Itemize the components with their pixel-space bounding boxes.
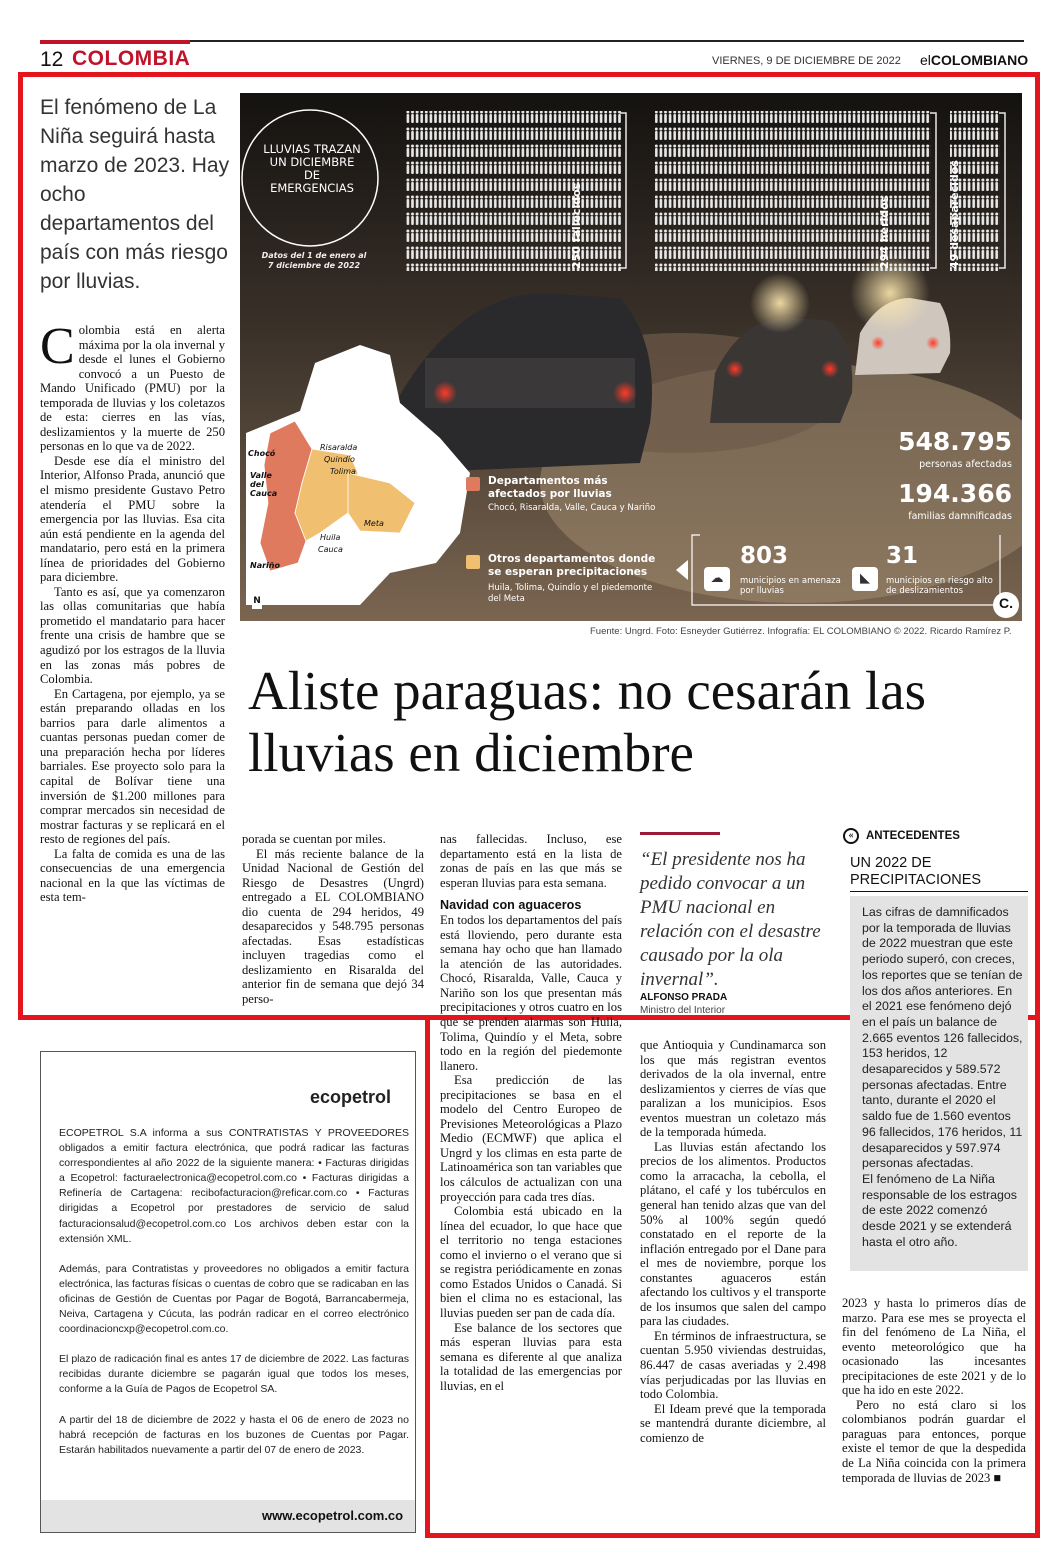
masthead-brand <box>920 52 1028 68</box>
col4-paragraph-2: Las lluvias están afectando los precios de los alimentos. Productos como la arracacha, la cebolla, el plátano, el café y los tubérculos en general han tenido alzas que van del 50% al 100% según quedó constatado en el reporte de la inflación entregado por el Dane para el mes de noviembre, porque los constantes aguaceros están afectando los cultivos y el transporte de los insumos que salen del campo para las ciudades. <box>640 1139 826 1329</box>
col4-paragraph-3: En términos de infraestructura, se cuentan 5.950 viviendas destruidas, 86.447 de casas averiadas y 2.498 vías perjudicadas por las lluvias en todo Colombia. <box>640 1328 826 1402</box>
publication-logo: C. <box>999 595 1013 611</box>
col2-paragraph-1: porada se cuentan por miles. <box>242 832 386 846</box>
ad-paragraph-2: Además, para Contratistas y proveedores no obligados a emitir factura electrónica, las facturas físicas o cuentas de cobro que se radicaban en las oficinas de Gestión de Cuentas por Pagar de Bogotá, Barrancabermeja, Neiva, Cartagena y Cúcuta, las podrán radicar en el correo electrónico coordinacioncxp@ecopetrol.com.co. <box>59 1262 409 1336</box>
col5-paragraph-2: Pero no está claro si los colombianos podrán guardar el paraguas para entonces, porque existe el temor de que la despedida de La Niña coincida con la primera temporada de lluvias de 2023 ■ <box>842 1397 1026 1485</box>
col3-paragraph-5: Ese balance de los sectores que más esperan lluvias para esta semana es diferente al que analiza la totalidad de las emergencias por lluvias, en el <box>440 1320 622 1393</box>
infographic-date-note: Datos del 1 de enero al 7 diciembre de 2022 <box>261 251 367 270</box>
col4-paragraph-1: que Antioquia y Cundinamarca son los que más registran eventos derivados de la ola invernal, entre deslizamientos y cierres de vías que paralizan a los municipios. Esos eventos muestran un coletazo más de la temporada húmeda. <box>640 1038 826 1140</box>
municipalities-label: municipios en amenaza por lluvias <box>740 576 841 596</box>
col3-paragraph-4: Colombia está ubicado en la línea del ecuador, lo que hace que el territorio no tenga estaciones como el invierno o el verano que si se registra periódicamente en zonas como Estados Unidos o Canadá. Si bien el clima no es estacional, las lluvias pueden ser pan de cada día. <box>440 1204 622 1320</box>
sidebar-paragraph-2: El fenómeno de La Niña responsable de los estragos de este 2022 comenzó desde 2021 y se extenderá hasta el otro año. <box>862 1171 1017 1249</box>
pull-quote: “El presidente nos ha pedido convocar a un PMU nacional en relación con el desastre causado por la ola invernal”. <box>640 849 821 990</box>
map-label-cauca: Cauca <box>318 545 343 554</box>
families-value: 194.366 <box>898 479 1012 508</box>
ad-paragraph-4: A partir del 18 de diciembre de 2022 y hasta el 06 de enero de 2023 no habrá recepción de facturas en los buzones de Cuentas por Pagar. Estarán habilitados nuevamente a partir del 07 de enero de 2023. <box>59 1413 409 1456</box>
north-arrow-icon: N <box>253 596 261 606</box>
legend-expected-list: Huila, Tolima, Quindío y el piedemonte del Meta <box>488 583 653 604</box>
legend-expected-title: Otros departamentos donde se esperan precipitaciones <box>488 553 656 578</box>
subhead: Navidad con aguaceros <box>440 898 582 913</box>
affected-people-label: personas afectadas <box>919 459 1012 470</box>
families-label: familias damnificadas <box>908 511 1012 522</box>
col1-paragraph-5: La falta de comida es una de las consecuencias de una emergencia nacional en la que las víctimas de esta tem- <box>40 846 225 905</box>
sidebar-paragraph-1: Las cifras de damnificados por la temporada de lluvias de 2022 muestran que este periodo superó, con creces, los reportes que se tenían de los dos años anteriores. En el 2021 ese fenómeno dejó en el país un balance de 2.665 eventos 126 fallecidos, 153 heridos, 12 desaparecidos y 589.572 personas afectadas. Entre tanto, durante el 2020 el saldo fue de 1.560 eventos 96 fallecidos, 176 heridos, 11 desaparecidos y 597.974 personas afectadas. <box>862 905 1023 1171</box>
col2-paragraph-2: El más reciente balance de la Unidad Nacional de Gestión del Riesgo de Desastres (Ungrd) entregado a EL COLOMBIANO dio cuenta de 294 heridos, 49 desaparecidos y 548.795 personas afectadas. Esas estadísticas incluyen tragedias como el deslizamiento en Risaralda del anterior fin de semana que dejó 34 perso- <box>242 846 424 1007</box>
legend-affected-title: Departamentos más afectados por lluvias <box>488 475 612 500</box>
col1-paragraph-3: Tanto es así, que ya comenzaron las ollas comunitarias que había prometido el mandatario para hacer frente una crisis de hambre que se agudizó por los estragos de la lluvia en las zonas más pobres de Colombia. <box>40 584 225 687</box>
map-label-quindio: Quindío <box>324 455 355 464</box>
affected-people-value: 548.795 <box>898 427 1012 456</box>
map-label-choco: Chocó <box>248 449 276 458</box>
col1-paragraph-2: Desde ese día el ministro del Interior, Alfonso Prada, anunció que el mismo presidente Gustavo Petro atendería el PMU sobre la emergencia por las lluvias. Esa cita aún está pendiente en la agenda del mandatario, pero está en la primera línea de prioridades del Gobierno para diciembre. <box>40 453 225 585</box>
map-label-risaralda: Risaralda <box>320 443 358 452</box>
landslide-value: 31 <box>886 543 919 569</box>
headline: Aliste paraguas: no cesarán las lluvias en diciembre <box>248 660 927 783</box>
landslide-icon: ◣ <box>860 570 870 585</box>
infographic-title: LLUVIAS TRAZAN UN DICIEMBRE DE EMERGENCIAS <box>263 142 361 195</box>
col3-paragraph-3: Esa predicción de las precipitaciones se basa en el modelo del Centro Europeo de Previsiones Meteorológicas a Plazo Medio (ECMWF) que aplica el Ungrd y los climas en esta parte de Latinoamérica son tan variables que los cálculos de actualizan con una proyección para cada tres días. <box>440 1073 622 1204</box>
quote-rule <box>640 832 720 835</box>
sidebar-kicker: ANTECEDENTES <box>866 830 960 842</box>
map-label-narino: Nariño <box>250 561 280 570</box>
article-deck: El fenómeno de La Niña seguirá hasta marzo de 2023. Hay ocho departamentos del país con más riesgo por lluvias. <box>40 96 230 293</box>
col3-paragraph-1: nas fallecidas. Incluso, ese departamento está en la lista de zonas de país en las que más se esperan lluvias para esta semana. <box>440 832 622 890</box>
map-label-tolima: Tolima <box>330 467 356 476</box>
col1-paragraph-4: En Cartagena, por ejemplo, ya se están preparando olladas en los barrios para darle alimentos a cuantas personas puedan comer de una preparación hecha por líderes barriales. Ese proyecto solo para la capital de Bolívar tiene una inversión de $1.200 millones para comprar mercados sin necesidad de mostrar facturas y se replicará en el resto de regiones del país. <box>40 686 225 847</box>
rain-cloud-icon: ☁ <box>710 570 724 585</box>
col3-paragraph-2: En todos los departamentos del país está lloviendo, pero durante esta semana hay ocho que han llamado la atención de las autoridades. Chocó, Risaralda, Valle, Cauca y Nariño son los que presentan más precipitaciones y otros cuatro en los que se prenden alarmas son Huila, Tolima, Quindío y el Meta, sobre todo en la región del piedemonte llanero. <box>440 913 622 1073</box>
article-column-1 <box>40 318 225 905</box>
map-label-meta: Meta <box>364 519 384 528</box>
quote-author: ALFONSO PRADA <box>640 992 728 1003</box>
photo-credit: Fuente: Ungrd. Foto: Esneyder Gutiérrez. Infografía: EL COLOMBIANO © 2022. Ricardo Ramírez P. <box>590 626 1012 637</box>
col5-paragraph-1: 2023 y hasta lo primeros días de marzo. Para ese mes se proyecta el fin del fenómeno de La Niña, el evento meteorológico que ha ocasionado las incesantes precipitaciones de este 2021 y de lo que ha ido en este 2022. <box>842 1296 1026 1398</box>
sidebar-text <box>862 905 1024 1250</box>
landslide-label: municipios en riesgo alto de deslizamientos <box>886 576 993 596</box>
article-column-3 <box>440 832 622 1393</box>
page-number: 12 <box>40 48 64 71</box>
section-accent-bar <box>40 40 190 44</box>
ad-paragraph-1: ECOPETROL S.A informa a sus CONTRATISTAS Y PROVEEDORES obligados a emitir factura electrónica, que podrá radicar las facturas correspondientes al año 2022 de la siguiente manera: • Facturas dirigidas a Ecopetrol: facturaelectronica@ecopetrol.com.co • Facturas dirigidas a Refinería de Cartagena: recibofacturacion@reficar.com.co • Facturas dirigidas a Ecopetrol por prestadores de servicio de salud facturacionsalud@ecopetrol.com.co Los archivos deben estar con la extensión XML. <box>59 1127 409 1245</box>
ad-body <box>59 1126 409 1473</box>
col1-paragraph-1: olombia está en alerta máxima por la ola invernal y desde el lunes el Gobierno convocó a un Puesto de Mando Unificado (PMU) por la temporada de lluvias y los coletazos de esta: cierres en las vías, deslizamientos y la muerte de 250 personas en lo que va de 2022. <box>40 323 225 454</box>
deaths-label: 250 fallecidos <box>570 182 583 269</box>
missing-label: 49 desaparecidos <box>948 160 961 269</box>
sidebar-title: UN 2022 DE PRECIPITACIONES <box>850 855 982 888</box>
sidebar-rule <box>850 891 1028 892</box>
map-label-huila: Huila <box>320 533 341 542</box>
quote-author-role: Ministro del Interior <box>640 1005 726 1016</box>
dateline: VIERNES, 9 DE DICIEMBRE DE 2022 <box>712 55 901 67</box>
map-label-valle: Valle del Cauca <box>250 471 278 498</box>
section-title: COLOMBIA <box>72 47 191 70</box>
brand-name: COLOMBIANO <box>930 52 1029 68</box>
municipalities-value: 803 <box>740 543 789 569</box>
article-column-5 <box>842 1296 1026 1485</box>
ad-url-link[interactable]: www.ecopetrol.com.co <box>262 1508 404 1523</box>
chevron-left-icon: « <box>843 828 859 844</box>
article-column-2 <box>242 832 424 1007</box>
ad-paragraph-3: El plazo de radicación final es antes 17 de diciembre de 2022. Las facturas recibidas durante diciembre se pagarán igual que todos los meses, conforme a la Guía de Pagos de Ecopetrol SA. <box>59 1353 409 1396</box>
brand-prefix: el <box>920 52 931 68</box>
article-column-4 <box>640 1038 826 1445</box>
legend-affected-list: Chocó, Risaralda, Valle, Cauca y Nariño <box>488 503 656 513</box>
col4-paragraph-4: El Ideam prevé que la temporada se mantendrá durante diciembre, al comienzo de <box>640 1401 826 1445</box>
drop-cap: C <box>40 318 75 375</box>
ecopetrol-logo: ecopetrol <box>310 1087 392 1107</box>
injured-label: 294 heridos <box>878 195 891 269</box>
infographic <box>240 93 1022 621</box>
